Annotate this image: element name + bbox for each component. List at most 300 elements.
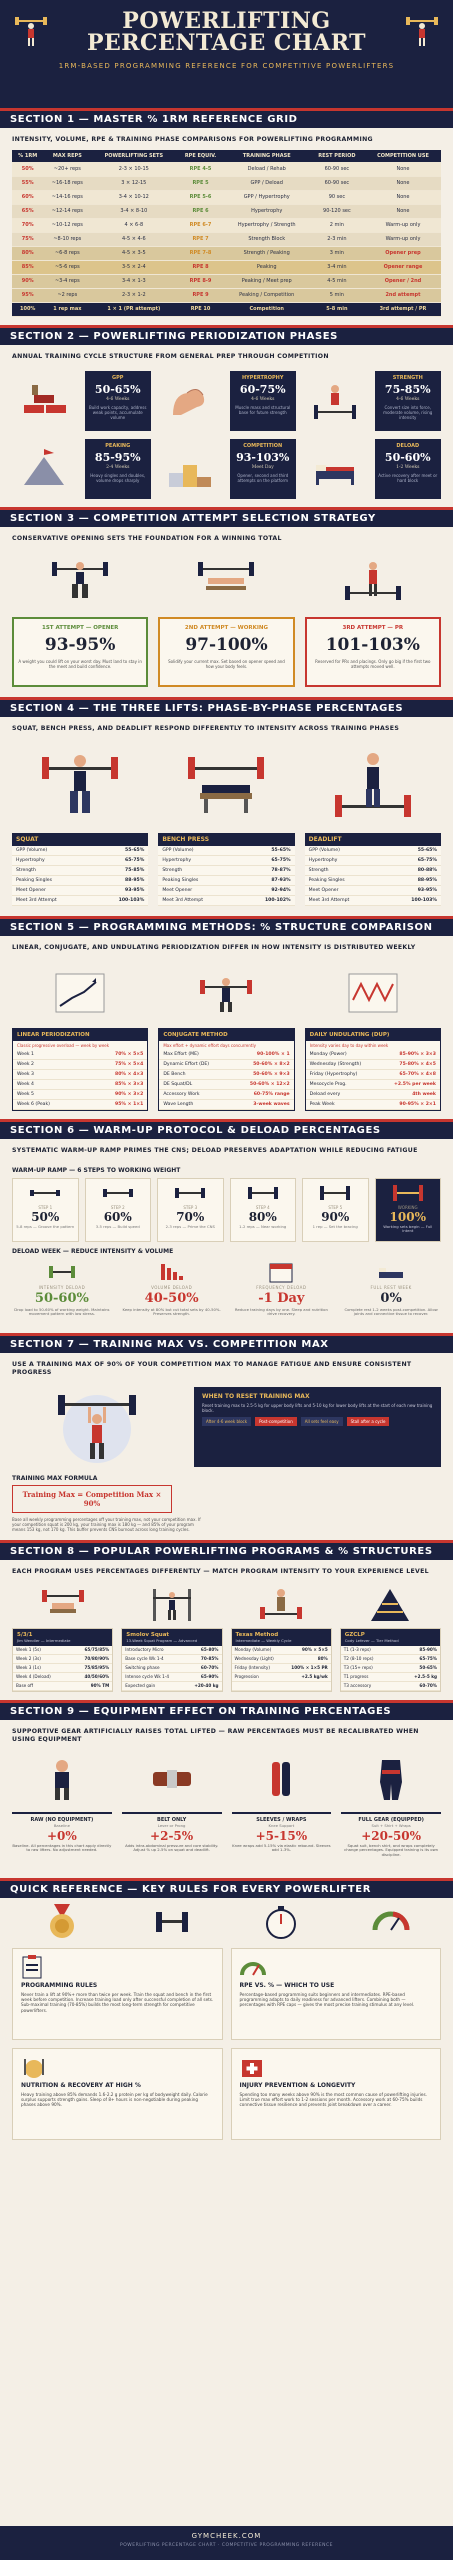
- row-value: +20-40 kg: [194, 1683, 219, 1688]
- row-value: 65-75%: [419, 1656, 437, 1661]
- title-line-1: POWERLIFTING: [122, 8, 331, 34]
- method-sub: Intensity varies day to day within week: [309, 1042, 389, 1048]
- quick-reference-boxes: [0, 1944, 453, 2144]
- bench-illustration-icon: [158, 743, 294, 825]
- deload-type: FREQUENCY DELOAD: [256, 1284, 307, 1290]
- table-cell: 3-4 × 1-3: [91, 274, 176, 288]
- row-label: Strength: [16, 867, 36, 873]
- method-sub: Max effort + dynamic effort days concurrently: [163, 1042, 256, 1048]
- list-item: [306, 1070, 440, 1080]
- col-header: POWERLIFTING SETS: [91, 150, 176, 162]
- row-value: 90% TM: [90, 1683, 110, 1688]
- lift-name: DEADLIFT: [305, 833, 441, 846]
- list-item: [158, 866, 294, 876]
- list-item: [305, 866, 441, 876]
- squat-rack-icon: [121, 1586, 222, 1624]
- section-3-intro: CONSERVATIVE OPENING SETS THE FOUNDATION FOR A WINNING TOTAL: [12, 534, 282, 542]
- table-cell: ~2 reps: [43, 288, 91, 302]
- section-5-header: SECTION 5 — PROGRAMMING METHODS: % STRUCTURE COMPARISON: [0, 916, 453, 936]
- row-value: 75-85%: [125, 867, 145, 873]
- table-cell: 70%: [12, 218, 43, 232]
- row-value: +2.5% per week: [393, 1081, 436, 1087]
- list-item: [232, 1664, 331, 1673]
- row-label: Meet 3rd Attempt: [162, 897, 203, 903]
- row-label: DE Squat/DL: [163, 1081, 193, 1087]
- mountain-flag-icon: [12, 439, 79, 499]
- list-item: [306, 1050, 440, 1060]
- row-value: 50-60% × 8×2: [253, 1061, 290, 1067]
- table-cell: ~12-14 reps: [43, 204, 91, 218]
- phase-card: GPP 50-65% 4-6 Weeks Build work capacity, address weak points, accumulate volume: [85, 371, 152, 431]
- wave-chart-icon: [305, 962, 441, 1024]
- table-cell: 2-3 min: [309, 232, 365, 246]
- row-value: 100-103%: [118, 897, 145, 903]
- lift-name: BENCH PRESS: [158, 833, 294, 846]
- list-item: [158, 846, 294, 856]
- attempt-cards: [0, 613, 453, 691]
- deload-desc: Drop load to 50-60% of working weight. Maintains movement pattern with low stress.: [14, 1306, 110, 1316]
- food-icon: [21, 2055, 214, 2079]
- table-cell: Peaking / Meet prep: [225, 274, 309, 288]
- barbell-icon: [378, 1181, 439, 1205]
- row-label: Week 3: [17, 1071, 34, 1077]
- list-item: [13, 1060, 147, 1070]
- row-label: T3 accessory: [343, 1683, 372, 1688]
- section-3-header: SECTION 3 — COMPETITION ATTEMPT SELECTION STRATEGY: [0, 507, 453, 527]
- footer-url: GYMCHEEK.COM: [191, 2532, 262, 2540]
- program-sub: 13-Week Squat Program — Advanced: [126, 1637, 198, 1643]
- table-row: [12, 288, 441, 302]
- row-value: 93-95%: [125, 887, 145, 893]
- belt-icon: [122, 1754, 222, 1804]
- equipment-name: BELT ONLY: [157, 1816, 187, 1823]
- step-percent: 100%: [389, 1209, 426, 1224]
- table-cell: 3-4 × 8-10: [91, 204, 176, 218]
- list-item: [13, 1673, 112, 1682]
- deload-value: -1 Day: [258, 1290, 305, 1306]
- chip: After 4-6 week block: [202, 1417, 251, 1426]
- tm-formula: Training Max = Competition Max × 90%: [12, 1485, 172, 1513]
- row-value: +2.5-5 kg: [414, 1674, 437, 1679]
- barbell-icon: [88, 1181, 149, 1205]
- warmup-step-card: [85, 1178, 152, 1242]
- row-value: 60-75% range: [253, 1091, 290, 1097]
- list-item: [13, 1050, 147, 1060]
- deload-desc: Reduce training days by one. Sleep and nutrition drive recovery.: [234, 1306, 328, 1316]
- list-item: [159, 1060, 293, 1070]
- row-label: GPP (Volume): [16, 847, 48, 853]
- deload-card: [122, 1259, 222, 1333]
- method-tables: [0, 1028, 453, 1111]
- row-label: Wave Length: [163, 1101, 194, 1107]
- equipment-desc: Adds intra-abdominal pressure and core stability. Adjust % up 2-5% on squat and deadlift.: [125, 1842, 219, 1852]
- phase-images: [0, 367, 453, 435]
- equipment-card: [12, 1812, 112, 1866]
- list-item: [305, 896, 441, 906]
- row-value: 60-70%: [419, 1683, 437, 1688]
- row-value: 60-70%: [200, 1665, 219, 1670]
- warmup-heading: WARM-UP RAMP — 6 STEPS TO WORKING WEIGHT: [12, 1166, 181, 1174]
- squat-lifter-icon: [12, 553, 148, 609]
- row-value: 92-94%: [271, 887, 291, 893]
- section-4-header: SECTION 4 — THE THREE LIFTS: PHASE-BY-PHASE PERCENTAGES: [0, 697, 453, 717]
- box-desc: Never train a lift at 90%+ more than twice per week. Train the squat and bench in the first week before competition. Increase training load only after successful completion of all sets. Sub-maximal training (70-85%) builds the most long-term strength for competitive powerlifters.: [21, 1991, 214, 2013]
- footer-caption: POWERLIFTING PERCENTAGE CHART · COMPETITIVE PROGRAMMING REFERENCE: [120, 2543, 333, 2548]
- list-item: [12, 856, 148, 866]
- lift-table: [158, 833, 294, 906]
- table-cell: RPE 7-8: [176, 246, 224, 260]
- list-item: [13, 1080, 147, 1090]
- row-value: 70% × 5×5: [115, 1051, 144, 1057]
- equipment-card: [232, 1812, 332, 1866]
- deload-card: [341, 1259, 441, 1333]
- program-table: [121, 1628, 222, 1692]
- row-value: 80-88%: [417, 867, 437, 873]
- warmup-steps: [0, 1178, 453, 1242]
- equipment-sub: Suit + Shirt + Wraps: [371, 1822, 411, 1828]
- row-label: Meet Opener: [308, 887, 339, 893]
- phase-card: DELOAD 50-60% 1-2 Weeks Active recovery after meet or hard block: [375, 439, 442, 499]
- table-cell: Peaking / Competition: [225, 288, 309, 302]
- section-4-intro: SQUAT, BENCH PRESS, AND DEADLIFT RESPOND DIFFERENTLY TO INTENSITY ACROSS TRAINING PHASES: [12, 724, 400, 732]
- equipment-percent: +0%: [46, 1828, 77, 1843]
- table-cell: RPE 6-7: [176, 218, 224, 232]
- row-value: 88-95%: [417, 877, 437, 883]
- list-item: [341, 1673, 440, 1682]
- table-cell: 3rd attempt / PR: [365, 302, 441, 316]
- row-value: 3-week waves: [253, 1101, 290, 1107]
- section-9-intro: SUPPORTIVE GEAR ARTIFICIALLY RAISES TOTAL LIFTED — RAW PERCENTAGES MUST BE RECALIBRATED WHEN USING EQUIPMENT: [12, 1727, 419, 1743]
- list-item: [122, 1646, 221, 1655]
- table-cell: RPE 8-9: [176, 274, 224, 288]
- equipment-cards: [0, 1808, 453, 1870]
- program-tables: [0, 1628, 453, 1692]
- squat-illustration-icon: [12, 743, 148, 825]
- program-sub: Intermediate — Weekly Cycle: [235, 1637, 292, 1643]
- list-item: [306, 1080, 440, 1090]
- list-item: [305, 846, 441, 856]
- list-item: [122, 1664, 221, 1673]
- table-cell: 5 min: [309, 288, 365, 302]
- table-cell: ~10-12 reps: [43, 218, 91, 232]
- bench-press-icon: [12, 1586, 113, 1624]
- table-cell: ~20+ reps: [43, 162, 91, 176]
- quick-reference-box: [231, 1948, 442, 2040]
- row-label: Week 1: [17, 1051, 34, 1057]
- row-label: Intense cycle Wk 1-4: [125, 1674, 169, 1679]
- equipment-desc: Squat suit, bench shirt, and wraps completely change percentages. Equipped training is its own discipline.: [344, 1842, 439, 1857]
- row-label: Base cycle Wk 1-4: [125, 1656, 164, 1661]
- table-cell: Opener / 2nd: [365, 274, 441, 288]
- section-2-intro: ANNUAL TRAINING CYCLE STRUCTURE FROM GENERAL PREP THROUGH COMPETITION: [12, 352, 329, 360]
- raw-lifter-icon: [12, 1754, 112, 1804]
- table-cell: 80%: [12, 246, 43, 260]
- row-label: Accessory Work: [163, 1091, 200, 1097]
- table-cell: Deload / Rehab: [225, 162, 309, 176]
- row-label: Monday (Power): [309, 1051, 347, 1057]
- table-cell: ~8-10 reps: [43, 232, 91, 246]
- table-row: [12, 274, 441, 288]
- deload-cards: [0, 1259, 453, 1333]
- row-label: Week 4 (Deload): [16, 1674, 51, 1679]
- list-item: [305, 876, 441, 886]
- conjugate-lifter-icon: [158, 962, 294, 1024]
- table-cell: 60-90 sec: [309, 176, 365, 190]
- table-cell: 90-120 sec: [309, 204, 365, 218]
- table-cell: None: [365, 204, 441, 218]
- reset-chips: [202, 1417, 433, 1426]
- table-cell: RPE 9: [176, 288, 224, 302]
- table-cell: ~14-16 reps: [43, 190, 91, 204]
- list-item: [13, 1682, 112, 1691]
- step-label: STEP 5: [328, 1204, 343, 1210]
- table-cell: 100%: [12, 302, 43, 316]
- row-label: Base off: [16, 1683, 33, 1688]
- pyramid-icon: [340, 1586, 441, 1624]
- deload-card: [232, 1259, 332, 1333]
- table-cell: ~3-4 reps: [43, 274, 91, 288]
- row-value: 55-65%: [125, 847, 145, 853]
- section-2-header: SECTION 2 — POWERLIFTING PERIODIZATION PHASES: [0, 325, 453, 345]
- row-label: Week 4: [17, 1081, 34, 1087]
- quick-reference-box: [12, 1948, 223, 2040]
- opener-card: 1ST ATTEMPT — OPENER 93-95% A weight you could lift on your worst day. Must land to stay in the meet and build confidence.: [12, 617, 148, 687]
- bench-lifter-icon: [158, 553, 294, 609]
- sleeping-bed-icon: [302, 439, 369, 499]
- table-row: [12, 176, 441, 190]
- row-label: T2 (8-10 reps): [343, 1656, 374, 1661]
- weightlifter-icon: [14, 14, 48, 48]
- row-label: Wednesday (Light): [234, 1656, 274, 1661]
- barbell-icon: [160, 1181, 221, 1205]
- program-name: 5/3/1: [17, 1631, 33, 1638]
- section-6-intro: SYSTEMATIC WARM-UP RAMP PRIMES THE CNS; DELOAD PRESERVES ADAPTATION WHILE REDUCING FATIGUE: [12, 1146, 418, 1154]
- table-cell: RPE 8: [176, 260, 224, 274]
- step-label: STEP 3: [183, 1204, 198, 1210]
- deadlift-illustration-icon: [305, 743, 441, 825]
- row-value: +2.5 kg/wk: [301, 1674, 328, 1679]
- box-title: RPE VS. % — WHICH TO USE: [239, 1981, 335, 1989]
- table-cell: 90 sec: [309, 190, 365, 204]
- section-9-header: SECTION 9 — EQUIPMENT EFFECT ON TRAINING PERCENTAGES: [0, 1700, 453, 1720]
- program-sub: Cody Lefever — Tier Method: [344, 1637, 399, 1643]
- col-header: COMPETITION USE: [365, 150, 441, 162]
- list-item: [305, 886, 441, 896]
- list-item: [341, 1682, 440, 1691]
- equipment-desc: Baseline. All percentages in this chart apply directly to raw lifters. No adjustment needed.: [12, 1842, 112, 1852]
- row-label: Week 3 (1s): [16, 1665, 41, 1670]
- table-cell: 4 × 6-8: [91, 218, 176, 232]
- row-label: Week 2 (3s): [16, 1656, 41, 1661]
- third-attempt-card: 3RD ATTEMPT — PR 101-103% Reserved for PRs and placings. Only go big if the first two attempts moved well.: [305, 617, 441, 687]
- list-item: [12, 886, 148, 896]
- row-label: Meet 3rd Attempt: [16, 897, 57, 903]
- row-value: 80% × 4×3: [115, 1071, 144, 1077]
- row-value: 90% × 5×5: [301, 1647, 328, 1652]
- table-header-row: [12, 150, 441, 162]
- program-name: GZCLP: [344, 1631, 365, 1638]
- step-label: STEP 1: [38, 1204, 53, 1210]
- equipment-sub: Lever or Prong: [157, 1822, 186, 1828]
- row-value: 90% × 3×2: [115, 1091, 144, 1097]
- quick-reference-box: [231, 2048, 442, 2140]
- table-cell: ~16-18 reps: [43, 176, 91, 190]
- col-header: TRAINING PHASE: [225, 150, 309, 162]
- col-header: MAX REPS: [43, 150, 91, 162]
- list-item: [158, 876, 294, 886]
- row-label: Week 6 (Peak): [17, 1101, 50, 1107]
- col-header: % 1RM: [12, 150, 43, 162]
- gauge-icon: [341, 1902, 441, 1942]
- list-item: [232, 1655, 331, 1664]
- row-label: Peaking Singles: [16, 877, 52, 883]
- list-item: [306, 1090, 440, 1100]
- table-row: [12, 218, 441, 232]
- table-cell: 3-4 × 10-12: [91, 190, 176, 204]
- step-desc: 3-5 reps — Build speed: [95, 1223, 140, 1229]
- list-item: [305, 856, 441, 866]
- row-value: 65-90%: [200, 1674, 219, 1679]
- table-cell: 3-4 min: [309, 260, 365, 274]
- row-value: 70/80/90%: [84, 1656, 110, 1661]
- row-label: Week 2: [17, 1061, 34, 1067]
- warmup-step-card: [302, 1178, 369, 1242]
- list-item: [12, 846, 148, 856]
- list-item: [158, 886, 294, 896]
- step-percent: 50%: [31, 1209, 60, 1224]
- lift-tables: [0, 829, 453, 910]
- program-table: [12, 1628, 113, 1692]
- step-desc: 1-2 reps — Near working: [239, 1223, 287, 1229]
- table-row: [12, 302, 441, 316]
- equipment-desc: Knee wraps add 5-15% via elastic rebound. Sleeves add 1-3%.: [232, 1842, 331, 1852]
- table-cell: GPP / Hypertrophy: [225, 190, 309, 204]
- list-item: [122, 1682, 221, 1691]
- table-cell: Opener prep: [365, 246, 441, 260]
- table-row: [12, 190, 441, 204]
- phase-card: STRENGTH 75-85% 4-6 Weeks Convert size into force, moderate volume, rising intensity: [375, 371, 442, 431]
- table-cell: None: [365, 190, 441, 204]
- table-cell: 3-5 × 2-4: [91, 260, 176, 274]
- program-header: [13, 1629, 112, 1646]
- overhead-lifter-icon: [12, 1387, 182, 1467]
- row-value: 75% × 5×4: [115, 1061, 144, 1067]
- list-item: [232, 1673, 331, 1682]
- list-item: [341, 1655, 440, 1664]
- deload-heading: DELOAD WEEK — REDUCE INTENSITY & VOLUME: [12, 1247, 174, 1255]
- row-label: Friday (Intensity): [234, 1665, 271, 1670]
- lift-table: [305, 833, 441, 906]
- program-table: [231, 1628, 332, 1692]
- list-item: [159, 1070, 293, 1080]
- row-value: 78-87%: [271, 867, 291, 873]
- table-cell: 50%: [12, 162, 43, 176]
- table-cell: RPE 5: [176, 176, 224, 190]
- row-value: 93-95%: [417, 887, 437, 893]
- list-item: [306, 1100, 440, 1110]
- table-cell: Strength / Peaking: [225, 246, 309, 260]
- list-item: [159, 1080, 293, 1090]
- equipment-name: FULL GEAR (EQUIPPED): [358, 1816, 424, 1823]
- table-cell: GPP / Deload: [225, 176, 309, 190]
- chip: All sets feel easy: [301, 1417, 343, 1426]
- list-item: [159, 1100, 293, 1110]
- row-label: Dynamic Effort (DE): [163, 1061, 210, 1067]
- table-cell: 90%: [12, 274, 43, 288]
- box-desc: Heavy training above 85% demands 1.6-2.2 g protein per kg of bodyweight daily. Calorie surplus supports strength gains. Sleep of 8+ hours is non-negotiable during peaking phases above 90%.: [21, 2091, 208, 2108]
- bricks-icon: [12, 371, 79, 431]
- list-item: [13, 1070, 147, 1080]
- row-value: 4th week: [412, 1091, 436, 1097]
- chip: Stall after a cycle: [347, 1417, 390, 1426]
- program-name: Texas Method: [235, 1631, 279, 1638]
- row-label: Max Effort (ME): [163, 1051, 199, 1057]
- medal-icon: [12, 1902, 112, 1942]
- table-cell: 65%: [12, 204, 43, 218]
- program-header: [232, 1629, 331, 1646]
- list-item: [122, 1655, 221, 1664]
- table-cell: 2 min: [309, 218, 365, 232]
- row-value: 65-80%: [200, 1647, 219, 1652]
- flexed-arm-icon: [157, 371, 224, 431]
- section-10-header: QUICK REFERENCE — KEY RULES FOR EVERY POWERLIFTER: [0, 1878, 453, 1898]
- table-cell: RPE 10: [176, 302, 224, 316]
- deadlift-lifter-icon: [302, 371, 369, 431]
- deload-value: 40-50%: [144, 1290, 199, 1306]
- table-cell: 1 × 1 (PR attempt): [91, 302, 176, 316]
- barbell-icon: [305, 1181, 366, 1205]
- step-label: STEP 2: [110, 1204, 125, 1210]
- deload-desc: Keep intensity at 80% but cut total sets by 40-50%. Preserves strength.: [122, 1306, 221, 1316]
- deload-type: VOLUME DELOAD: [151, 1284, 193, 1290]
- warmup-step-card: [230, 1178, 297, 1242]
- second-attempt-card: 2ND ATTEMPT — WORKING 97-100% Solidify your current max. Set based on opener speed and how your body feels.: [158, 617, 294, 687]
- box-title: NUTRITION & RECOVERY AT HIGH %: [21, 2081, 141, 2089]
- table-cell: Competition: [225, 302, 309, 316]
- table-cell: RPE 7: [176, 232, 224, 246]
- list-item: [158, 856, 294, 866]
- title-line-2: PERCENTAGE CHART: [86, 30, 367, 56]
- row-label: Wednesday (Strength): [309, 1061, 362, 1067]
- table-row: [12, 232, 441, 246]
- knee-sleeve-icon: [232, 1754, 332, 1804]
- box-title: INJURY PREVENTION & LONGEVITY: [239, 2081, 356, 2089]
- row-label: DE Bench: [163, 1071, 186, 1077]
- quick-reference-box: [12, 2048, 223, 2140]
- row-label: Hypertrophy: [308, 857, 338, 863]
- row-label: Progression: [234, 1674, 259, 1679]
- texas-lifter-icon: [231, 1586, 332, 1624]
- row-value: 40/50/60%: [84, 1674, 110, 1679]
- phase-images-row-2: [0, 435, 453, 503]
- row-label: T3 (15+ reps): [343, 1665, 373, 1670]
- table-row: [12, 204, 441, 218]
- barbell-icon: [15, 1181, 76, 1205]
- table-cell: 2-3 × 1-2: [91, 288, 176, 302]
- bar-chart-icon: [122, 1259, 222, 1285]
- table-cell: 2nd attempt: [365, 288, 441, 302]
- row-label: Peaking Singles: [162, 877, 199, 883]
- step-percent: 90%: [321, 1209, 350, 1224]
- row-value: 65-75%: [271, 857, 291, 863]
- list-item: [13, 1100, 147, 1110]
- row-value: 100% × 1×5 PR: [291, 1665, 328, 1670]
- table-cell: ~6-8 reps: [43, 246, 91, 260]
- row-label: GPP (Volume): [308, 847, 340, 853]
- row-value: 50-60% × 12×2: [249, 1081, 290, 1087]
- header-banner: [0, 0, 453, 108]
- phase-card: HYPERTROPHY 60-75% 4-6 Weeks Muscle mass and structural base for future strength: [230, 371, 297, 431]
